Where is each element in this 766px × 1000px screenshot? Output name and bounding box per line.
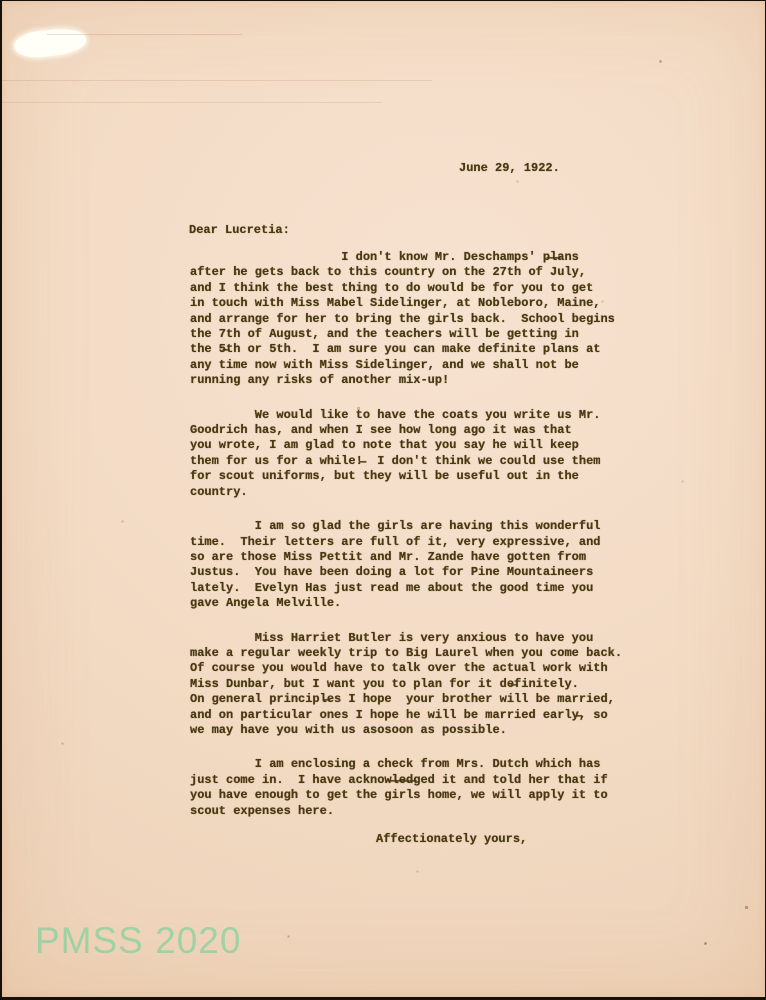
letter-line: I am enclosing a check from Mrs. Dutch which has xyxy=(190,757,601,772)
letter-line: the 7th of August, and the teachers will be getting in xyxy=(190,327,579,342)
letter-line: Miss Dunbar, but I want you to plan for it de̶finitely. xyxy=(190,676,579,691)
paper-scratch xyxy=(47,34,242,35)
letter-paragraph xyxy=(190,408,622,500)
letter-line: and arrange for her to bring the girls back. School begins xyxy=(190,311,615,326)
letter-line: country. xyxy=(190,484,248,499)
letter-line: On general principl̶es I hope your brother will be married, xyxy=(190,692,615,707)
letter-line: them for us for a while!̶ I don't think we could use them xyxy=(190,453,601,468)
letter-line: Of course you would have to talk over the actual work with xyxy=(190,661,608,676)
letter-line: after he gets back to this country on the 27th of July, xyxy=(190,265,587,280)
archive-watermark: PMSS 2020 xyxy=(35,920,242,961)
letter-paragraph xyxy=(190,631,622,739)
letter-line: and on particular ones I hope he will be married early̶, so xyxy=(190,707,608,722)
letter-closing: Affectionately yours, xyxy=(376,832,528,846)
letter-salutation: Dear Lucretia: xyxy=(189,223,290,237)
letter-line: the 5̶th or 5th. I am sure you can make definite plans at xyxy=(190,342,601,357)
letter-paragraph xyxy=(190,519,622,611)
letter-line: for scout uniforms, but they will be useful out in the xyxy=(190,469,579,484)
letter-date: June 29, 1922. xyxy=(459,161,560,175)
paper xyxy=(2,1,765,997)
letter-line: just come in. I have acknow̶l̶e̶d̶ged it and told her that if xyxy=(190,772,608,787)
letter-line: Goodrich has, and when I see how long ago it was that xyxy=(190,423,572,438)
letter-line: any time now with Miss Sidelinger, and we shall not be xyxy=(190,357,579,372)
letter-line: and I think the best thing to do would be for you to get xyxy=(190,280,594,295)
letter-body xyxy=(190,250,622,838)
letter-line: We would like to have the coats you write us Mr. xyxy=(190,407,601,422)
paper-damage-spot xyxy=(13,26,87,59)
letter-line: we may have you with us asosoon as possible. xyxy=(190,722,507,737)
letter-line: I am so glad the girls are having this wonderful xyxy=(190,519,601,534)
letter-line: you wrote, I am glad to note that you say he will keep xyxy=(190,438,579,453)
letter-paragraph xyxy=(190,250,622,389)
letter-line: Miss Harriet Butler is very anxious to have you xyxy=(190,630,594,645)
letter-line: make a regular weekly trip to Big Laurel when you come back. xyxy=(190,645,623,660)
letter-line: time. Their letters are full of it, very expressive, and xyxy=(190,534,601,549)
letter-line: scout expenses here. xyxy=(190,803,335,818)
letter-line: I don't know Mr. Deschamps' p̶l̶ans xyxy=(190,250,579,264)
paper-scratch xyxy=(2,102,382,103)
letter-line: you have enough to get the girls home, we will apply it to xyxy=(190,788,608,803)
letter-paragraph xyxy=(190,757,622,819)
paper-scratch xyxy=(2,80,432,81)
paper-specks xyxy=(2,1,3,2)
letter-line: running any risks of another mix-up! xyxy=(190,373,450,388)
letter-line: so are those Miss Pettit and Mr. Zande have gotten from xyxy=(190,549,587,564)
letter-line: in touch with Miss Mabel Sidelinger, at Nobleboro, Maine, xyxy=(190,296,601,311)
letter-line: gave Angela Melville. xyxy=(190,596,342,611)
letter-line: Justus. You have been doing a lot for Pine Mountaineers xyxy=(190,565,594,580)
letter-line: lately. Evelyn Has just read me about the good time you xyxy=(190,580,594,595)
